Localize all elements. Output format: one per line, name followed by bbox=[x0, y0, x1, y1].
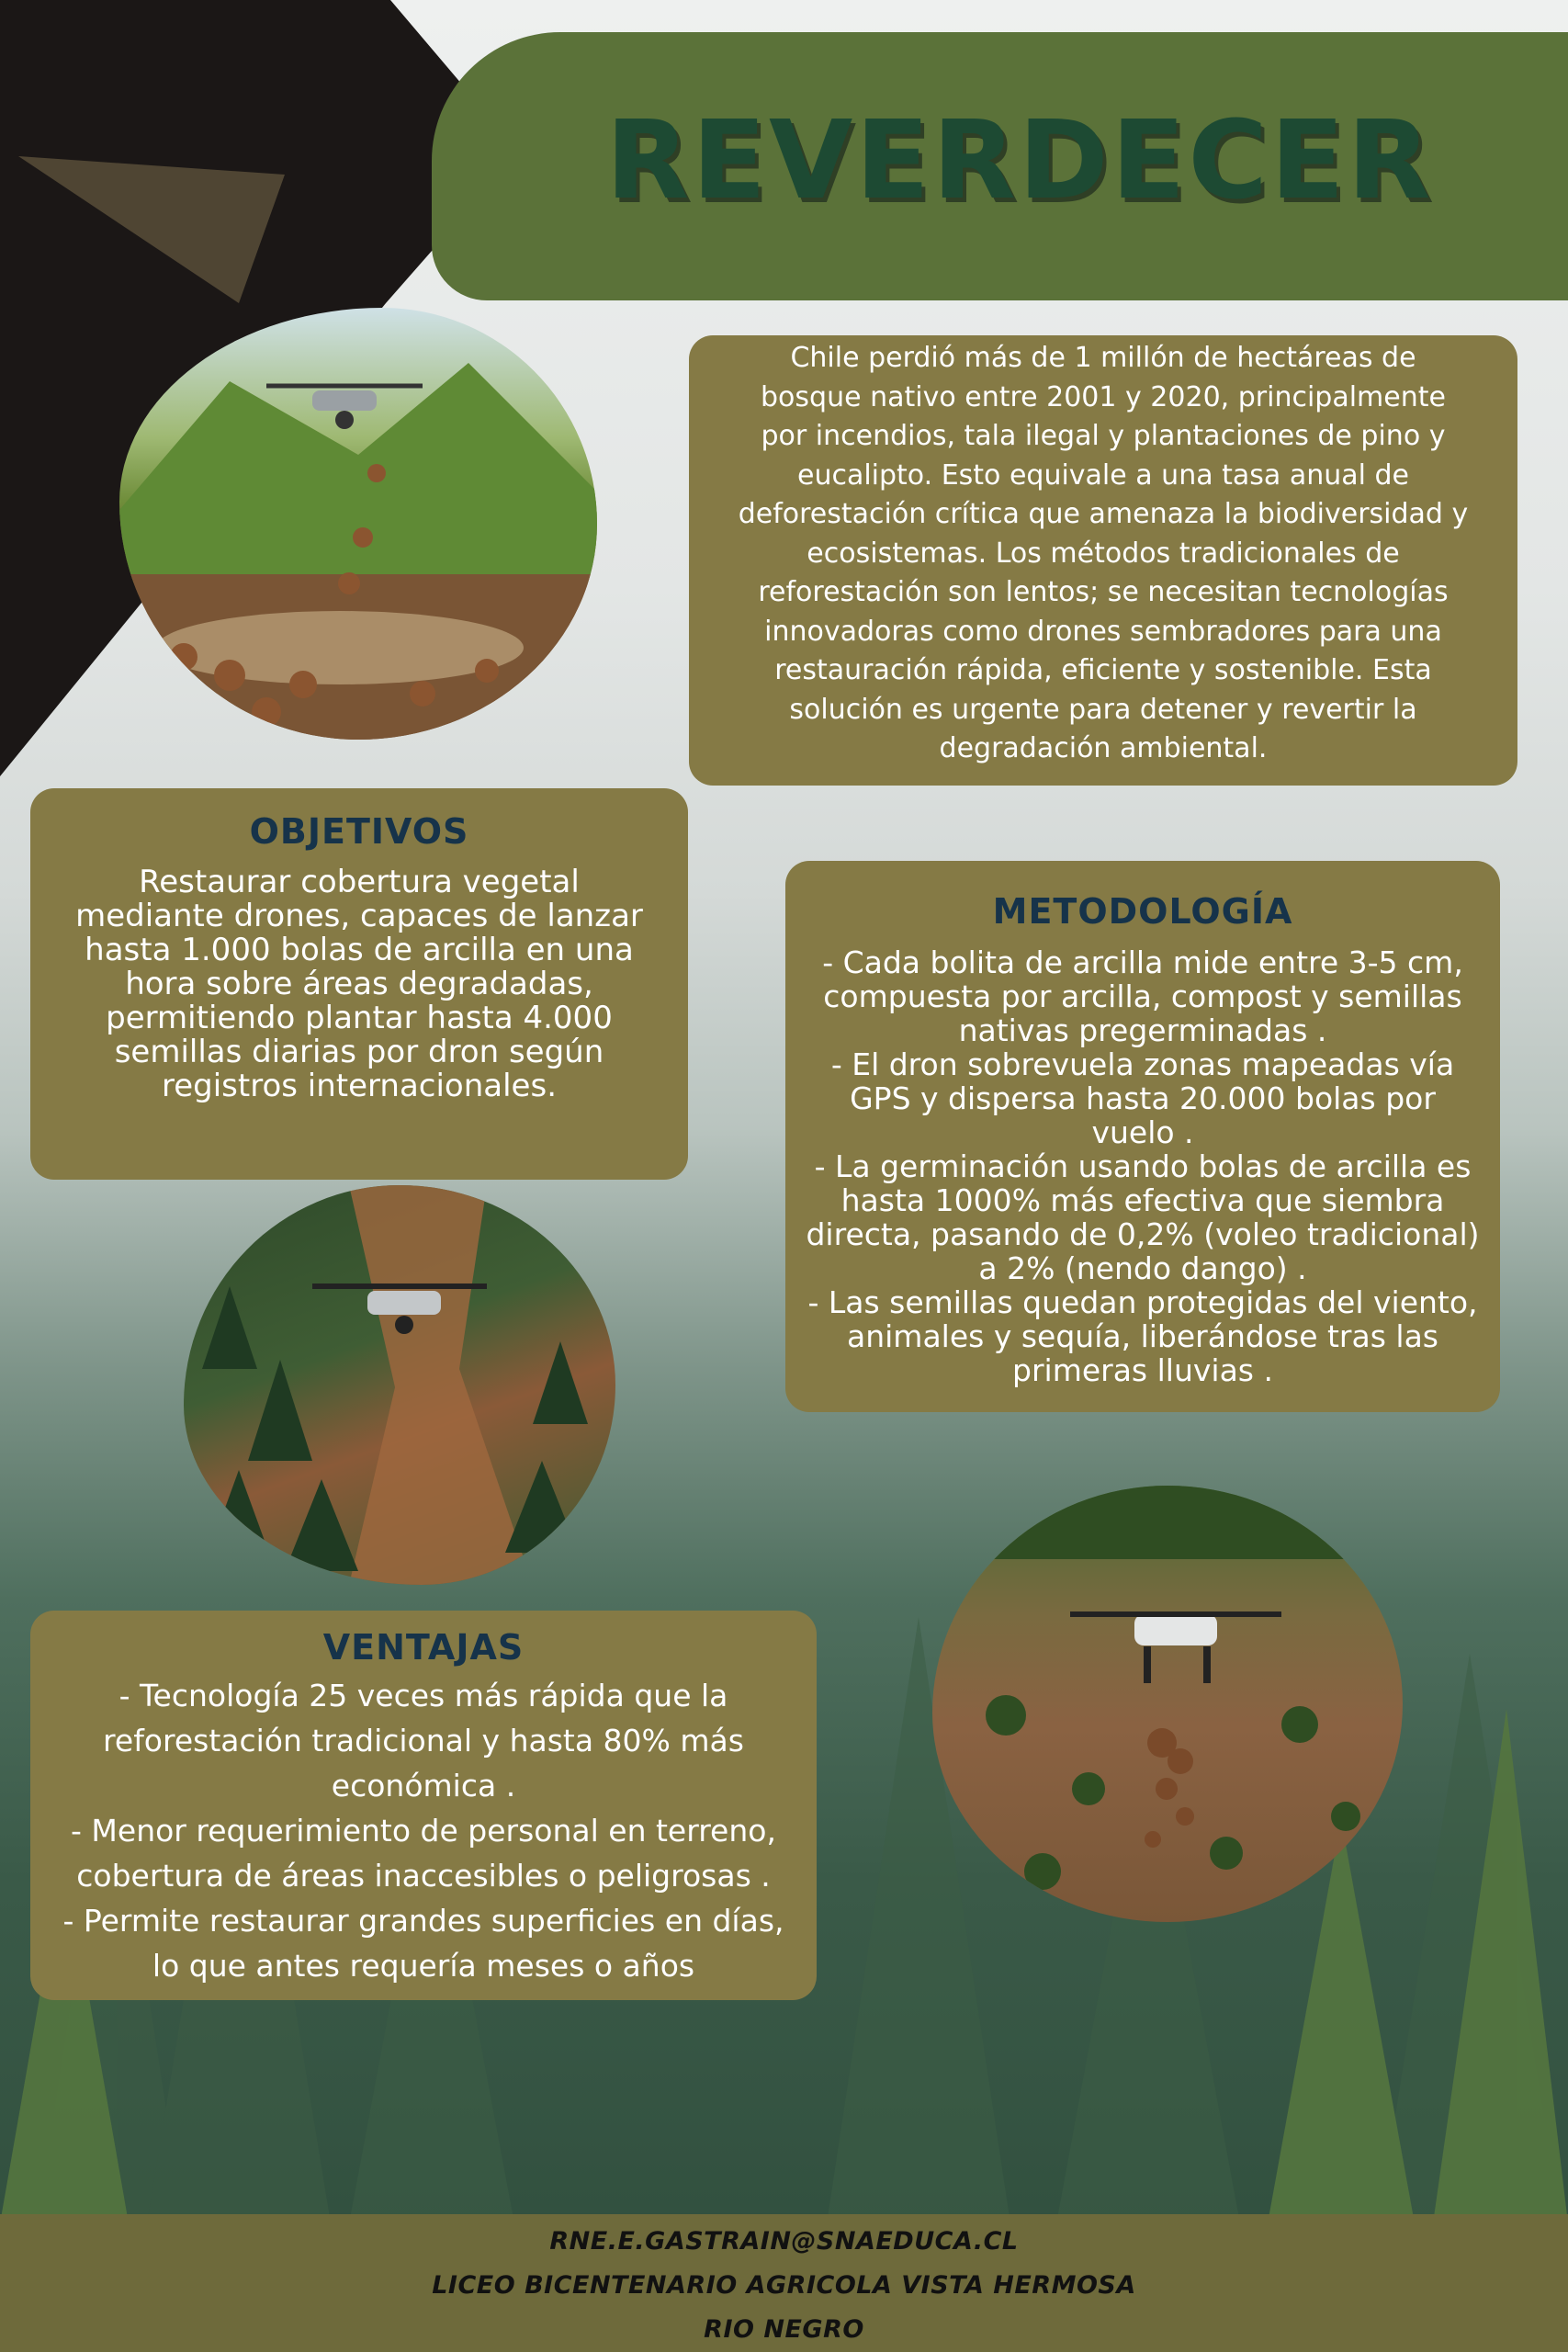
ventajas-item: - Permite restaurar grandes superficies en días, lo que antes requería meses o años bbox=[62, 1903, 784, 1984]
ventajas-list bbox=[51, 1673, 796, 1988]
metodologia-item: - La germinación usando bolas de arcilla es hasta 1000% más efectiva que siembra directa, pasando de 0,2% (voleo tradicional) a 2% (nendo dango) . bbox=[806, 1148, 1480, 1286]
footer bbox=[0, 2214, 1568, 2352]
objetivos-text: Restaurar cobertura vegetal mediante drones, capaces de lanzar hasta 1.000 bolas de arcilla en una hora sobre áreas degradadas, permitiendo plantar hasta 4.000 semillas diarias por dron según registros internacionales. bbox=[75, 864, 643, 1104]
metodologia-heading: METODOLOGÍA bbox=[992, 891, 1293, 932]
metodologia-item: - Las semillas quedan protegidas del viento, animales y sequía, liberándose tras las primeras lluvias . bbox=[807, 1284, 1478, 1388]
drone-clearing-photo bbox=[932, 1486, 1403, 1922]
objetivos-heading: OBJETIVOS bbox=[249, 811, 469, 852]
metodologia-item: - Cada bolita de arcilla mide entre 3-5 cm, compuesta por arcilla, compost y semillas nativas pregerminadas . bbox=[822, 944, 1463, 1048]
ventajas-panel bbox=[30, 1611, 817, 2000]
metodologia-panel bbox=[785, 861, 1500, 1412]
metodologia-list bbox=[804, 945, 1482, 1387]
objetivos-panel bbox=[30, 788, 688, 1180]
metodologia-item: - El dron sobrevuela zonas mapeadas vía GPS y dispersa hasta 20.000 bolas por vuelo . bbox=[830, 1046, 1455, 1150]
footer-email[interactable]: RNE.E.GASTRAIN@SNAEDUCA.CL bbox=[549, 2227, 1019, 2256]
footer-school: LICEO BICENTENARIO AGRICOLA VISTA HERMOSA bbox=[432, 2271, 1136, 2300]
ventajas-heading: VENTAJAS bbox=[322, 1627, 525, 1668]
ventajas-item: - Menor requerimiento de personal en terreno, cobertura de áreas inaccesibles o peligrosas . bbox=[71, 1813, 776, 1894]
drone-icon bbox=[1070, 1614, 1281, 1683]
ventajas-item: - Tecnología 25 veces más rápida que la reforestación tradicional y hasta 80% más económica . bbox=[103, 1678, 744, 1804]
page-title: REVERDECER bbox=[605, 96, 1434, 223]
footer-location: RIO NEGRO bbox=[704, 2315, 864, 2344]
intro-panel bbox=[689, 335, 1517, 786]
intro-text: Chile perdió más de 1 millón de hectáreas de bosque nativo entre 2001 y 2020, principalmente por incendios, tala ilegal y plantaciones de pino y eucalipto. Esto equivale a una tasa anual de deforestación crítica que amenaza la biodiversidad y ecosistemas. Los métodos tradicionales de reforestación son lentos; se necesitan tecnologías innovadoras como drones sembradores para una restauración rápida, eficiente y sostenible. Esta solución es urgente para detener y revertir la degradación ambiental. bbox=[738, 342, 1469, 764]
